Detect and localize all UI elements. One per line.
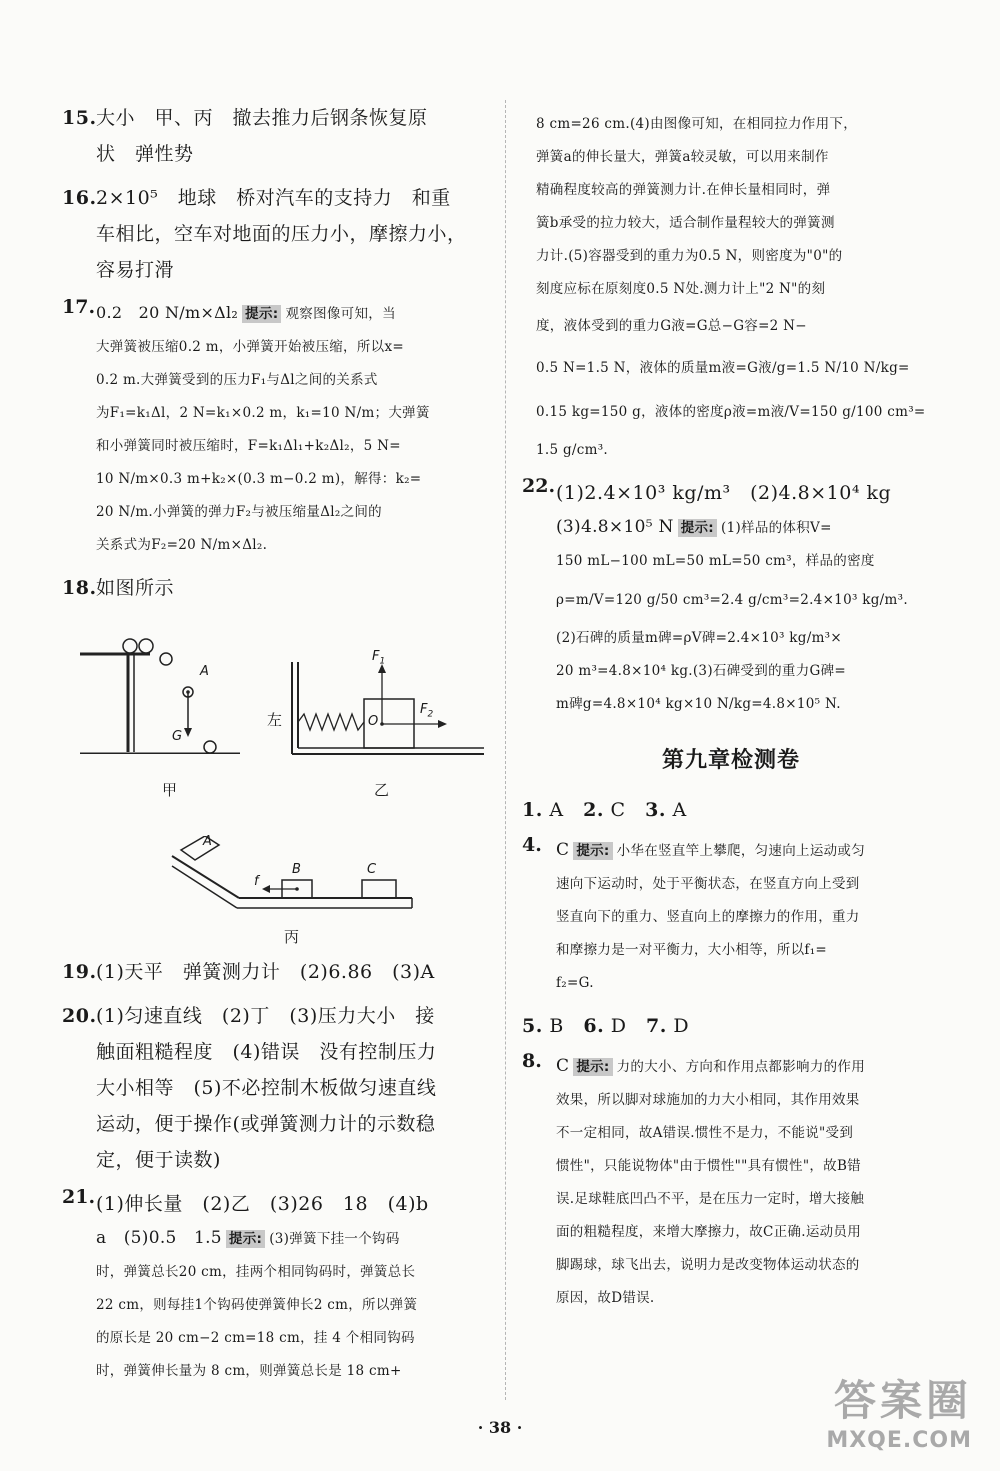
hint-text: ρ=m/V=120 g/50 cm³=2.4 g/cm³=2.4×10³ kg/m³. bbox=[556, 592, 908, 608]
hint-text: 速向下运动时，处于平衡状态，在竖直方向上受到 bbox=[556, 876, 860, 892]
answer-line: 如图所示 bbox=[96, 577, 175, 599]
figure-area bbox=[62, 614, 487, 954]
hint-badge: 提示: bbox=[573, 842, 612, 860]
hint-text: 22 cm，则每挂1个钩码使弹簧伸长2 cm，所以弹簧 bbox=[96, 1297, 418, 1313]
hint-text: 力计.(5)容器受到的重力为0.5 N，则密度为"0"的 bbox=[536, 248, 843, 264]
answer-line: 容易打滑 bbox=[96, 259, 175, 281]
watermark bbox=[826, 1368, 972, 1453]
answer-line: (1)天平 弹簧测力计 (2)6.86 (3)A bbox=[96, 961, 435, 983]
answer-15 bbox=[62, 100, 487, 172]
answer-text: (3)4.8×10⁵ N bbox=[556, 517, 674, 537]
hint-text: 惯性"，只能说物体"由于惯性""具有惯性"，故B错 bbox=[556, 1158, 861, 1174]
hint-text: 时，弹簧伸长量为 8 cm，则弹簧总长是 18 cm+ bbox=[96, 1363, 402, 1379]
label-f: f bbox=[254, 874, 259, 889]
answer-line: 车相比，空车对地面的压力小，摩擦力小， bbox=[96, 223, 467, 245]
hint-text: 0.2 m.大弹簧受到的压力F₁与Δl之间的关系式 bbox=[96, 372, 378, 388]
answer-17 bbox=[62, 296, 487, 562]
hint-text: 刻度应标在原刻度0.5 N处.测力计上"2 N"的刻 bbox=[536, 281, 826, 297]
label-b: B bbox=[292, 862, 301, 877]
hint-badge: 提示: bbox=[678, 519, 717, 537]
hint-text: 和摩擦力是一对平衡力，大小相等，所以f₁= bbox=[556, 942, 828, 958]
hint-text: 10 N/m×0.3 m+k₂×(0.3 m−0.2 m)，解得：k₂= bbox=[96, 471, 422, 487]
answer-text: C bbox=[556, 1056, 570, 1076]
hint-text: 精确程度较高的弹簧测力计.在伸长量相同时，弹 bbox=[536, 182, 831, 198]
answer-line: 2×10⁵ 地球 桥对汽车的支持力 和重 bbox=[96, 187, 451, 209]
hint-text: 大弹簧被压缩0.2 m，小弹簧开始被压缩，所以x= bbox=[96, 339, 404, 355]
answer-20 bbox=[62, 998, 487, 1178]
right-column bbox=[522, 108, 940, 1323]
column-divider bbox=[505, 100, 506, 1400]
hint-text: 不一定相同，故A错误.惯性不是力，不能说"受到 bbox=[556, 1125, 854, 1141]
answer-c4 bbox=[522, 834, 940, 1000]
label-c: C bbox=[367, 862, 377, 877]
hint-text: 观察图像可知，当 bbox=[285, 306, 396, 322]
question-number: 4. bbox=[522, 834, 542, 856]
hint-text: 面的粗糙程度，来增大摩擦力，故C正确.运动员用 bbox=[556, 1224, 862, 1240]
hint-text: 8 cm=26 cm.(4)由图像可知，在相同拉力作用下， bbox=[536, 116, 857, 132]
hint-badge: 提示: bbox=[226, 1230, 265, 1248]
hint-text: 20 m³=4.8×10⁴ kg.(3)石碑受到的重力G碑= bbox=[556, 663, 846, 679]
hint-text: 效果，所以脚对球施加的力大小相同，其作用效果 bbox=[556, 1092, 860, 1108]
hint-text: 为F₁=k₁Δl，2 N=k₁×0.2 m，k₁=10 N/m；大弹簧 bbox=[96, 405, 430, 421]
hint-text: 小华在竖直竿上攀爬，匀速向上运动或匀 bbox=[616, 843, 866, 859]
figure-label-jia: 甲 bbox=[162, 781, 178, 799]
question-number: 8. bbox=[522, 1050, 542, 1072]
label-left: 左 bbox=[267, 711, 283, 729]
answers-5-7: 5. B 6. D 7. D bbox=[522, 1015, 690, 1037]
hint-text: 弹簧a的伸长量大，弹簧a较灵敏，可以用来制作 bbox=[536, 149, 829, 165]
answer-21-continued bbox=[522, 108, 940, 467]
figure-label-yi: 乙 bbox=[374, 781, 390, 799]
figure-label-bing: 丙 bbox=[284, 928, 300, 946]
answer-line: 大小 甲、丙 撤去推力后钢条恢复原 bbox=[96, 107, 428, 129]
watermark-logo: 答案圈 bbox=[833, 1376, 972, 1425]
label-o: O bbox=[368, 714, 379, 729]
question-number: 22. bbox=[522, 475, 556, 497]
hint-badge: 提示: bbox=[573, 1058, 612, 1076]
answer-line: 定，便于读数) bbox=[96, 1149, 221, 1171]
hint-text: 150 mL−100 mL=50 mL=50 cm³，样品的密度 bbox=[556, 553, 875, 569]
chapter-title: 第九章检测卷 bbox=[661, 748, 800, 773]
answer-line: 大小相等 (5)不必控制木板做匀速直线 bbox=[96, 1077, 437, 1099]
figure-jia bbox=[80, 624, 240, 754]
answer-line: (1)匀速直线 (2)丁 (3)压力大小 接 bbox=[96, 1005, 435, 1027]
label-a: A bbox=[200, 664, 209, 679]
label-a-block: A bbox=[203, 834, 212, 849]
answer-c8 bbox=[522, 1050, 940, 1315]
hint-text: 1.5 g/cm³. bbox=[536, 442, 609, 458]
question-number: 15. bbox=[62, 107, 97, 129]
answer-line: 触面粗糙程度 (4)错误 没有控制压力 bbox=[96, 1041, 437, 1063]
label-f2: $F_2$ bbox=[420, 702, 434, 720]
hint-text: 误.足球鞋底凹凸不平，是在压力一定时，增大接触 bbox=[556, 1191, 865, 1207]
hint-text: 脚踢球，球飞出去，说明力是改变物体运动状态的 bbox=[556, 1257, 860, 1273]
hint-formula: 0.5 N=1.5 N，液体的质量m液=G液/g=1.5 N/10 N/kg= bbox=[536, 360, 910, 376]
answer-line: 状 弹性势 bbox=[96, 143, 194, 165]
answer-text: a (5)0.5 1.5 bbox=[96, 1228, 222, 1248]
answer-16 bbox=[62, 180, 487, 288]
hint-text: m碑g=4.8×10⁴ kg×10 N/kg=4.8×10⁵ N. bbox=[556, 696, 841, 712]
answer-21 bbox=[62, 1186, 487, 1388]
hint-text: 时，弹簧总长20 cm，挂两个相同钩码时，弹簧总长 bbox=[96, 1264, 416, 1280]
question-number: 17. bbox=[62, 296, 96, 318]
hint-text: (2)石碑的质量m碑=ρV碑=2.4×10³ kg/m³× bbox=[556, 630, 842, 646]
question-number: 20. bbox=[62, 1005, 97, 1027]
hint-text: f₂=G. bbox=[556, 975, 594, 991]
hint-text: (1)样品的体积V= bbox=[721, 520, 832, 536]
answer-text: C bbox=[556, 840, 570, 860]
hint-text: 竖直向下的重力、竖直向上的摩擦力的作用，重力 bbox=[556, 909, 860, 925]
hint-text: 的原长是 20 cm−2 cm=18 cm，挂 4 个相同钩码 bbox=[96, 1330, 415, 1346]
label-g: G bbox=[172, 729, 183, 744]
hint-badge: 提示: bbox=[242, 305, 281, 323]
answer-line: 运动，便于操作(或弹簧测力计的示数稳 bbox=[96, 1113, 436, 1135]
hint-text: 力的大小、方向和作用点都影响力的作用 bbox=[616, 1059, 866, 1075]
hint-formula: 0.15 kg=150 g，液体的密度ρ液=m液/V=150 g/100 cm³= bbox=[536, 404, 926, 420]
question-number: 18. bbox=[62, 577, 97, 599]
left-column bbox=[62, 100, 487, 1396]
answer-18 bbox=[62, 570, 487, 606]
hint-text: 原因，故D错误. bbox=[556, 1290, 655, 1306]
question-number: 21. bbox=[62, 1186, 96, 1208]
answer-text: 0.2 20 N/m×Δl₂ bbox=[96, 303, 239, 322]
question-number: 19. bbox=[62, 961, 97, 983]
hint-text: 簧b承受的拉力较大，适合制作量程较大的弹簧测 bbox=[536, 215, 835, 231]
answer-line: (1)伸长量 (2)乙 (3)26 18 (4)b bbox=[96, 1193, 429, 1215]
answer-19 bbox=[62, 954, 487, 990]
hint-text: 20 N/m.小弹簧的弹力F₂与被压缩量Δl₂之间的 bbox=[96, 504, 382, 520]
page-number: · 38 · bbox=[477, 1418, 523, 1437]
answer-line: (1)2.4×10³ kg/m³ (2)4.8×10⁴ kg bbox=[556, 482, 892, 504]
hint-text: 关系式为F₂=20 N/m×Δl₂. bbox=[96, 537, 268, 553]
watermark-url: MXQE.COM bbox=[826, 1428, 972, 1453]
label-f1: $F_1$ bbox=[372, 649, 386, 667]
hint-text: 和小弹簧同时被压缩时，F=k₁Δl₁+k₂Δl₂，5 N= bbox=[96, 438, 401, 454]
hint-text: 度，液体受到的重力G液=G总−G容=2 N− bbox=[536, 318, 807, 334]
hint-text: (3)弹簧下挂一个钩码 bbox=[269, 1231, 400, 1247]
answer-22 bbox=[522, 475, 940, 721]
answers-1-3: 1. A 2. C 3. A bbox=[522, 799, 687, 821]
question-number: 16. bbox=[62, 187, 97, 209]
